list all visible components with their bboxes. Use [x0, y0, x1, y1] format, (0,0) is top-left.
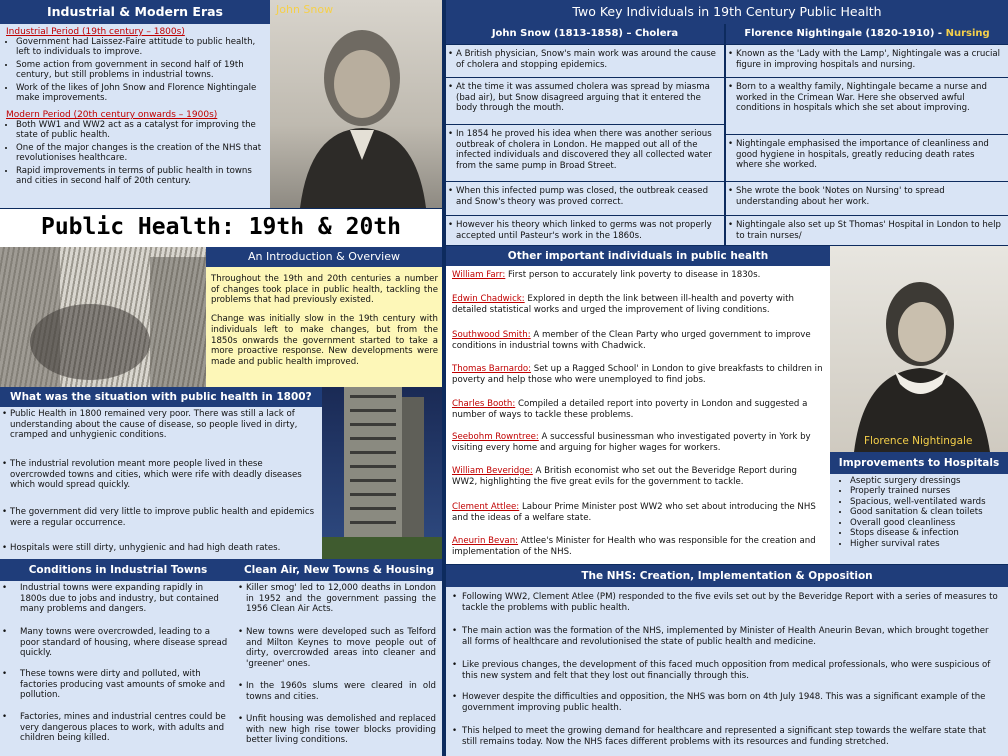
list-item: • This helped to meet the growing demand for healthcare and represented a significant step towards the welfare state that still remains today. Now the NHS faces different problems with its resources and funding stretched.	[446, 723, 1008, 750]
modern-list	[6, 120, 264, 187]
individual-name: Southwood Smith:	[452, 330, 531, 340]
nightingale-name: Florence Nightingale (1820-1910) -	[744, 28, 946, 39]
john-snow-portrait	[270, 0, 442, 208]
snow-column-header: John Snow (1813-1858) – Cholera	[446, 24, 724, 44]
crowd-engraving-icon	[0, 247, 206, 387]
snow-row: • In 1854 he proved his idea when there was another serious outbreak of cholera in London. He mapped out all of the infected individuals and discovered they all collected water from the same pump in Broad Street.	[446, 125, 724, 181]
nightingale-row: • She wrote the book 'Notes on Nursing' to spread understanding about her work.	[726, 182, 1008, 215]
list-item: • The industrial revolution meant more people lived in these overcrowded towns and cities, which were rife with deadly diseases which would spread quickly.	[0, 459, 316, 491]
individual-row	[446, 328, 830, 353]
individual-row	[446, 362, 830, 387]
list-item: • Government had Laissez-Faire attitude to public health, left to individuals to improve.	[16, 37, 264, 58]
list-item: • Industrial towns were expanding rapidly in 1800s due to jobs and industry, but contained many problems and dangers.	[0, 583, 228, 615]
others-panel	[446, 266, 830, 564]
nightingale-column-header	[726, 24, 1008, 44]
list-item: • Some action from government in second half of 19th century, but still problems in industrial towns.	[16, 60, 264, 81]
others-header: Other important individuals in public health	[446, 246, 830, 266]
list-item: • Public Health in 1800 remained very poor. There was still a lack of understanding about the cause of disease, so people lived in dirty, cramped and unhygienic conditions.	[0, 409, 316, 441]
individual-text: A British economist who set out the Beveridge Report during WW2, highlighting the five great evils for the government to tackle.	[452, 466, 798, 487]
list-item: • In the 1960s slums were cleared in old towns and cities.	[236, 681, 436, 702]
list-item: • The government did very little to improve public health and epidemics were a regular occurrence.	[0, 507, 316, 528]
individual-text: A successful businessman who investigated poverty in York by visiting every home and arguing for higher wages for workers.	[452, 432, 811, 453]
conditions-header: Conditions in Industrial Towns	[0, 559, 236, 581]
individual-row	[446, 464, 830, 489]
individual-text: A member of the Clean Party who urged government to improve conditions in industrial towns with Chadwick.	[452, 330, 811, 351]
nightingale-topic: Nursing	[945, 28, 990, 39]
individual-name: Clement Attlee:	[452, 502, 520, 512]
situation-panel	[0, 407, 322, 559]
page-title: Public Health: 19th & 20th	[0, 209, 442, 247]
hospitals-list	[840, 476, 1004, 549]
florence-nightingale-label: Florence Nightingale	[864, 435, 973, 447]
individual-text: First person to accurately link poverty to disease in 1830s.	[505, 270, 761, 280]
individual-name: William Farr:	[452, 270, 506, 280]
list-item: • Many towns were overcrowded, leading to a poor standard of housing, where disease spread quickly.	[0, 627, 228, 659]
list-item: • Good sanitation & clean toilets	[850, 507, 1004, 517]
individual-name: Charles Booth:	[452, 399, 516, 409]
individual-row	[446, 430, 830, 455]
list-item: • However despite the difficulties and opposition, the NHS was born on 4th July 1948. This was a significant example of the government improving public health.	[446, 689, 1008, 716]
portrait-silhouette-icon	[270, 0, 442, 208]
list-item: • Rapid improvements in terms of public health in towns and cities in second half of 20th century.	[16, 166, 264, 187]
individual-name: Aneurin Bevan:	[452, 536, 519, 546]
list-item: • Factories, mines and industrial centres could be very dangerous places to work, with adults and children being killed.	[0, 712, 228, 744]
nightingale-row: • Nightingale emphasised the importance of cleanliness and good hygiene in hospitals, greatly reducing death rates where she worked.	[726, 135, 1008, 181]
hospitals-panel	[830, 474, 1008, 564]
list-item: • Properly trained nurses	[850, 486, 1004, 496]
nightingale-row: • Nightingale also set up St Thomas' Hospital in London to help to train nurses/	[726, 216, 1008, 245]
individual-text: Compiled a detailed report into poverty in London and suggested a number of ways to tackle these problems.	[452, 399, 808, 420]
nightingale-row: • Known as the 'Lady with the Lamp', Nightingale was a crucial figure in improving hospitals and nursing.	[726, 45, 1008, 77]
eras-panel	[0, 24, 270, 208]
list-item: • The main action was the formation of the NHS, implemented by Minister of Health Aneurin Bevan, which brought together all forms of healthcare and revolutionised the state of public health and medicine.	[446, 623, 1008, 650]
list-item: • Overall good cleanliness	[850, 518, 1004, 528]
nightingale-row: • Born to a wealthy family, Nightingale became a nurse and worked in the Crimean War. Here she observed awful conditions in hospitals which she set about improving.	[726, 78, 1008, 134]
industrial-heading: Industrial Period (19th century – 1800s)	[6, 27, 185, 37]
individual-name: Seebohm Rowntree:	[452, 432, 539, 442]
list-item: • Like previous changes, the development of this faced much opposition from medical professionals, who were suspicious of this new system and felt that they lost out financially through this.	[446, 657, 1008, 684]
individual-row	[446, 268, 830, 283]
list-item: • Killer smog' led to 12,000 deaths in London in 1952 and the government passing the 1956 Clean Air Acts.	[236, 583, 436, 615]
individual-name: Thomas Barnardo:	[452, 364, 532, 374]
situation-header: What was the situation with public health in 1800?	[0, 387, 322, 407]
list-item: • Stops disease & infection	[850, 528, 1004, 538]
list-item: • Spacious, well-ventilated wards	[850, 497, 1004, 507]
intro-header: An Introduction & Overview	[206, 247, 442, 267]
tower-block-icon	[322, 387, 442, 559]
list-item: • One of the major changes is the creation of the NHS that revolutionises healthcare.	[16, 143, 264, 164]
list-item: • Following WW2, Clement Atlee (PM) responded to the five evils set out by the Beveridge Report with a series of measures to tackle the problems with public health.	[446, 589, 1008, 616]
nhs-panel	[446, 587, 1008, 756]
individual-name: Edwin Chadwick:	[452, 294, 525, 304]
clean-air-header: Clean Air, New Towns & Housing	[236, 559, 442, 581]
individual-text: Labour Prime Minister post WW2 who set about introducing the NHS and the ideas of a welfare state.	[452, 502, 816, 523]
individual-row	[446, 534, 830, 559]
industrial-list	[6, 37, 264, 104]
individual-text: Explored in depth the link between ill-health and poverty with detailed statistical works and urged the improvement of living conditions.	[452, 294, 794, 315]
individual-row	[446, 292, 830, 317]
intro-paragraph-2: Change was initially slow in the 19th century with individuals left to make changes, but from the 1850s onwards the government started to take a more proactive response. New developments were made and public health improved.	[211, 314, 438, 368]
modern-heading: Modern Period (20th century onwards – 1900s)	[6, 109, 218, 120]
snow-row: • However his theory which linked to germs was not properly accepted until Pasteur's work in the 1860s.	[446, 216, 724, 245]
eras-header: Industrial & Modern Eras	[0, 0, 270, 24]
individual-text: Attlee's Minister for Health who was responsible for the creation and implementation of the NHS.	[452, 536, 816, 557]
list-item: • These towns were dirty and polluted, with factories producing vast amounts of smoke and pollution.	[0, 669, 228, 701]
nhs-header: The NHS: Creation, Implementation & Opposition	[446, 565, 1008, 587]
list-item: • Work of the likes of John Snow and Florence Nightingale make improvements.	[16, 83, 264, 104]
individual-text: Set up a Ragged School' in London to give breakfasts to children in poverty and help those who were unemployed to find jobs.	[452, 364, 823, 385]
list-item: • Both WW1 and WW2 act as a catalyst for improving the state of public health.	[16, 120, 264, 141]
list-item: • Higher survival rates	[850, 539, 1004, 549]
intro-panel	[206, 267, 442, 387]
hospitals-header: Improvements to Hospitals	[830, 452, 1008, 474]
conditions-panel	[0, 581, 236, 756]
list-item: • Aseptic surgery dressings	[850, 476, 1004, 486]
list-item: • New towns were developed such as Telford and Milton Keynes to move people out of dirty, overcrowded areas into cleaner and 'greener' ones.	[236, 627, 436, 670]
portrait-silhouette-icon	[830, 246, 1008, 452]
intro-paragraph-1: Throughout the 19th and 20th centuries a number of changes took place in public health, tackling the problems that had previously existed.	[211, 274, 438, 306]
tower-block-image	[322, 387, 442, 559]
snow-row: • A British physician, Snow's main work was around the cause of cholera and stopping epidemics.	[446, 45, 724, 77]
individual-row	[446, 397, 830, 422]
two-key-header: Two Key Individuals in 19th Century Public Health	[446, 0, 1008, 24]
list-item: • Unfit housing was demolished and replaced with new high rise tower blocks providing better living conditions.	[236, 714, 436, 746]
john-snow-label: John Snow	[276, 3, 334, 16]
snow-row: • At the time it was assumed cholera was spread by miasma (bad air), but Snow disagreed arguing that it entered the body through the mouth.	[446, 78, 724, 124]
victorian-street-image	[0, 247, 206, 387]
individual-row	[446, 500, 830, 525]
clean-air-panel	[236, 581, 442, 756]
florence-nightingale-portrait	[830, 246, 1008, 452]
list-item: • Hospitals were still dirty, unhygienic and had high death rates.	[0, 543, 316, 554]
individual-name: William Beveridge:	[452, 466, 533, 476]
snow-row: • When this infected pump was closed, the outbreak ceased and Snow's theory was proved correct.	[446, 182, 724, 215]
